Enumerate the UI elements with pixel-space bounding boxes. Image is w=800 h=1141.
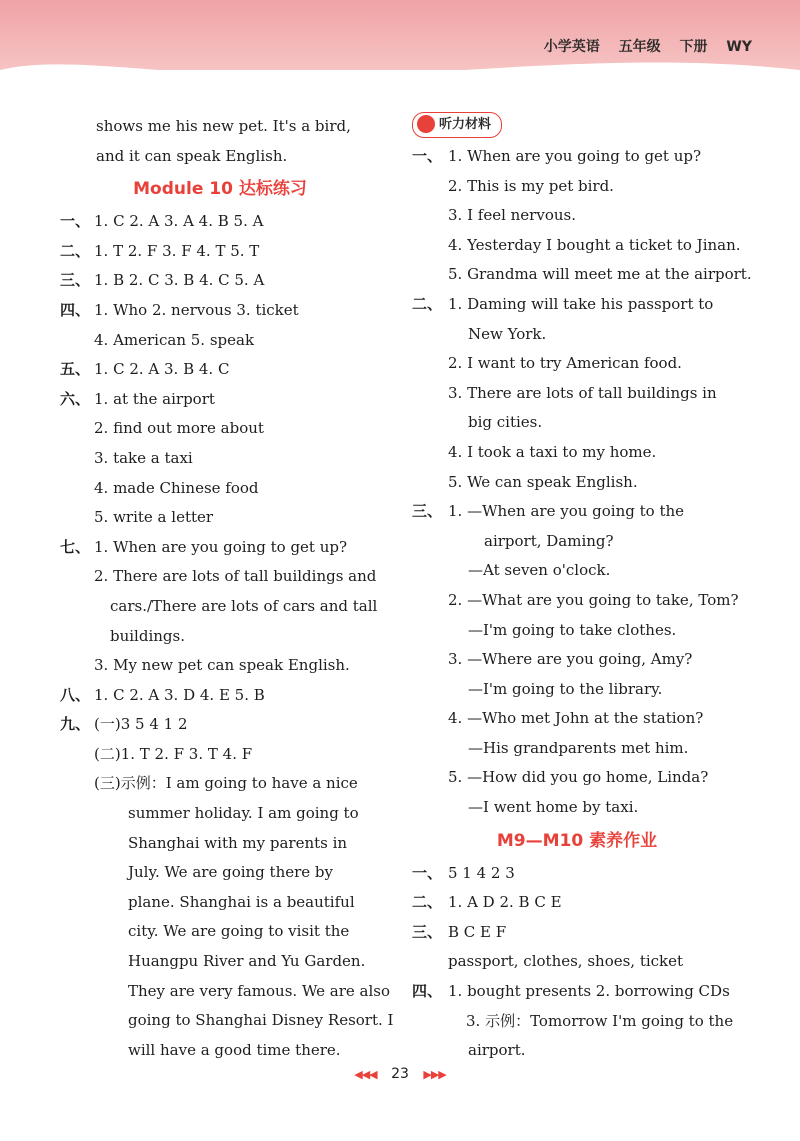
text-line (60, 977, 391, 1007)
line-text: Huangpu River and Yu Garden. (128, 952, 366, 971)
line-text: New York. (468, 324, 547, 343)
line-text: summer holiday. I am going to (128, 804, 359, 823)
text-line (60, 296, 380, 326)
text-line (60, 207, 380, 237)
line-text: 4. made Chinese food (94, 478, 259, 497)
section-marker: 四、 (412, 982, 443, 1001)
line-text: —I'm going to the library. (468, 679, 663, 698)
text-line (412, 586, 742, 616)
line-text: 3. There are lots of tall buildings in (448, 383, 717, 402)
text-line (412, 349, 742, 379)
text-line (60, 326, 380, 356)
section-marker: 二、 (412, 893, 443, 912)
line-text: —His grandparents met him. (468, 738, 689, 757)
text-line (60, 592, 380, 622)
text-line (412, 1036, 742, 1066)
left-arrows-icon: ◀◀◀ (354, 1068, 377, 1081)
header-term: 下册 (679, 39, 708, 55)
line-text: going to Shanghai Disney Resort. I (128, 1011, 394, 1030)
line-text: They are very famous. We are also (128, 981, 391, 1000)
line-text: 1. A D 2. B C E (448, 893, 562, 912)
line-text: 5 1 4 2 3 (448, 863, 515, 882)
text-line (412, 408, 742, 438)
text-line (60, 562, 380, 592)
line-text: —At seven o'clock. (468, 561, 611, 580)
text-line (412, 675, 742, 705)
line-text: 2. I want to try American food. (448, 354, 682, 373)
text-line (412, 859, 742, 889)
line-text: 3. —Where are you going, Amy? (448, 650, 693, 669)
line-text: 5. write a letter (94, 508, 214, 527)
line-text: Shanghai with my parents in (128, 833, 348, 852)
header-grade: 五年级 (618, 39, 661, 55)
line-text: 1. —When are you going to the (448, 502, 685, 521)
line-text: 5. Grandma will meet me at the airport. (448, 265, 752, 284)
section-marker: 二、 (412, 294, 443, 313)
text-line (60, 414, 380, 444)
line-text: 1. C 2. A 3. D 4. E 5. B (94, 685, 265, 704)
line-text: buildings. (110, 626, 185, 645)
line-text: 1. T 2. F 3. F 4. T 5. T (94, 241, 260, 260)
line-text: 3. My new pet can speak English. (94, 656, 350, 675)
text-line (60, 533, 380, 563)
listening-tag: 听力材料 (412, 112, 502, 138)
left-answer-list (60, 207, 394, 1065)
line-text: 1. When are you going to get up? (94, 537, 348, 556)
text-line (60, 385, 380, 415)
line-text: 4. Yesterday I bought a ticket to Jinan. (448, 235, 741, 254)
line-text: (二)1. T 2. F 3. T 4. F (94, 744, 253, 763)
text-line (60, 237, 380, 267)
line-text: —I'm going to take clothes. (468, 620, 677, 639)
line-text: 1. B 2. C 3. B 4. C 5. A (94, 271, 265, 290)
text-line (412, 142, 742, 172)
section-marker: 九、 (60, 715, 91, 734)
text-line (412, 793, 742, 823)
section-marker: 三、 (60, 271, 91, 290)
text-line (60, 888, 380, 918)
line-text: 4. American 5. speak (94, 330, 255, 349)
text-line (412, 438, 742, 468)
text-line (412, 379, 742, 409)
text-line (60, 710, 380, 740)
right-arrows-icon: ▶▶▶ (423, 1068, 446, 1081)
text-line (60, 474, 380, 504)
text-line: and it can speak English. (96, 146, 288, 165)
section-marker: 七、 (60, 537, 91, 556)
text-line (60, 681, 380, 711)
text-line (60, 1006, 394, 1036)
line-text: city. We are going to visit the (128, 922, 350, 941)
text-line (60, 651, 380, 681)
module-title: Module 10 达标练习 (133, 179, 307, 200)
line-text: 2. There are lots of tall buildings and (94, 567, 377, 586)
text-line (60, 829, 380, 859)
text-line (412, 888, 742, 918)
line-text: 1. at the airport (94, 389, 215, 408)
text-line (60, 947, 380, 977)
line-text: 3. I feel nervous. (448, 206, 576, 225)
line-text: 3. 示例：Tomorrow I'm going to the (466, 1011, 734, 1030)
text-line (60, 858, 380, 888)
section-marker: 五、 (60, 360, 91, 379)
module-title-2: M9—M10 素养作业 (496, 830, 658, 851)
line-text: (三)示例：I am going to have a nice (94, 774, 358, 793)
text-line (60, 740, 380, 770)
line-text: 1. bought presents 2. borrowing CDs (448, 982, 730, 1001)
text-line (60, 917, 380, 947)
line-text: 2. find out more about (94, 419, 264, 438)
text-line (60, 799, 380, 829)
header-curve (0, 26, 800, 86)
line-text: 1. When are you going to get up? (448, 147, 702, 165)
line-text: plane. Shanghai is a beautiful (128, 892, 355, 911)
text-line (60, 355, 380, 385)
line-text: 5. We can speak English. (448, 472, 638, 491)
text-line (60, 622, 380, 652)
right-answer-list (412, 859, 742, 1066)
text-line (60, 266, 380, 296)
line-text: —I went home by taxi. (468, 798, 639, 817)
text-line (412, 947, 742, 977)
section-marker: 三、 (412, 502, 443, 521)
text-line (412, 763, 742, 793)
text-line (60, 769, 380, 799)
text-line (412, 616, 742, 646)
text-line (412, 172, 742, 202)
line-text: 4. —Who met John at the station? (448, 709, 704, 728)
text-line (412, 468, 742, 498)
header-info (530, 36, 752, 56)
line-text: 2. —What are you going to take, Tom? (448, 590, 739, 609)
line-text: B C E F (448, 922, 507, 941)
line-text: airport. (468, 1041, 526, 1060)
page-number: 23 (391, 1066, 409, 1082)
text-line (412, 734, 742, 764)
text-line (412, 231, 742, 261)
header-subject: 小学英语 (543, 39, 600, 55)
headphone-icon (417, 115, 435, 133)
line-text: 1. C 2. A 3. B 4. C (94, 360, 230, 379)
section-marker: 八、 (60, 685, 91, 704)
left-column (60, 112, 394, 1065)
text-line (412, 260, 752, 290)
text-line (60, 503, 380, 533)
section-marker: 一、 (412, 147, 443, 165)
line-text: 1. Daming will take his passport to (448, 294, 714, 313)
line-text: 2. This is my pet bird. (448, 176, 614, 195)
section-marker: 三、 (412, 922, 443, 941)
line-text: July. We are going there by (128, 863, 334, 882)
text-line (60, 1036, 380, 1066)
line-text: cars./There are lots of cars and tall (110, 596, 378, 615)
text-line (412, 320, 742, 350)
line-text: 4. I took a taxi to my home. (448, 442, 657, 461)
text-line (412, 556, 742, 586)
text-line (412, 704, 742, 734)
section-marker: 六、 (60, 389, 91, 408)
line-text: 1. Who 2. nervous 3. ticket (94, 300, 299, 319)
line-text: airport, Daming? (484, 531, 614, 550)
page-footer (0, 1066, 800, 1082)
right-column (412, 112, 752, 1066)
text-line (412, 497, 742, 527)
header-edition: WY (726, 39, 752, 55)
right-script-list (412, 142, 752, 823)
section-marker: 四、 (60, 300, 91, 319)
text-line (412, 1007, 742, 1037)
text-line (412, 290, 742, 320)
line-text: (一)3 5 4 1 2 (94, 715, 188, 734)
line-text: 3. take a taxi (94, 448, 193, 467)
line-text: 1. C 2. A 3. A 4. B 5. A (94, 212, 264, 231)
line-text: will have a good time there. (128, 1040, 341, 1059)
text-line (412, 645, 742, 675)
section-marker: 二、 (60, 241, 91, 260)
line-text: 5. —How did you go home, Linda? (448, 768, 709, 787)
text-line (412, 527, 742, 557)
text-line (412, 977, 742, 1007)
line-text: big cities. (468, 413, 543, 432)
text-line (60, 444, 380, 474)
line-text: passport, clothes, shoes, ticket (448, 952, 684, 971)
text-line (412, 201, 742, 231)
section-marker: 一、 (60, 212, 91, 231)
text-line: shows me his new pet. It's a bird, (96, 117, 351, 135)
section-marker: 一、 (412, 863, 443, 882)
text-line (412, 918, 742, 948)
